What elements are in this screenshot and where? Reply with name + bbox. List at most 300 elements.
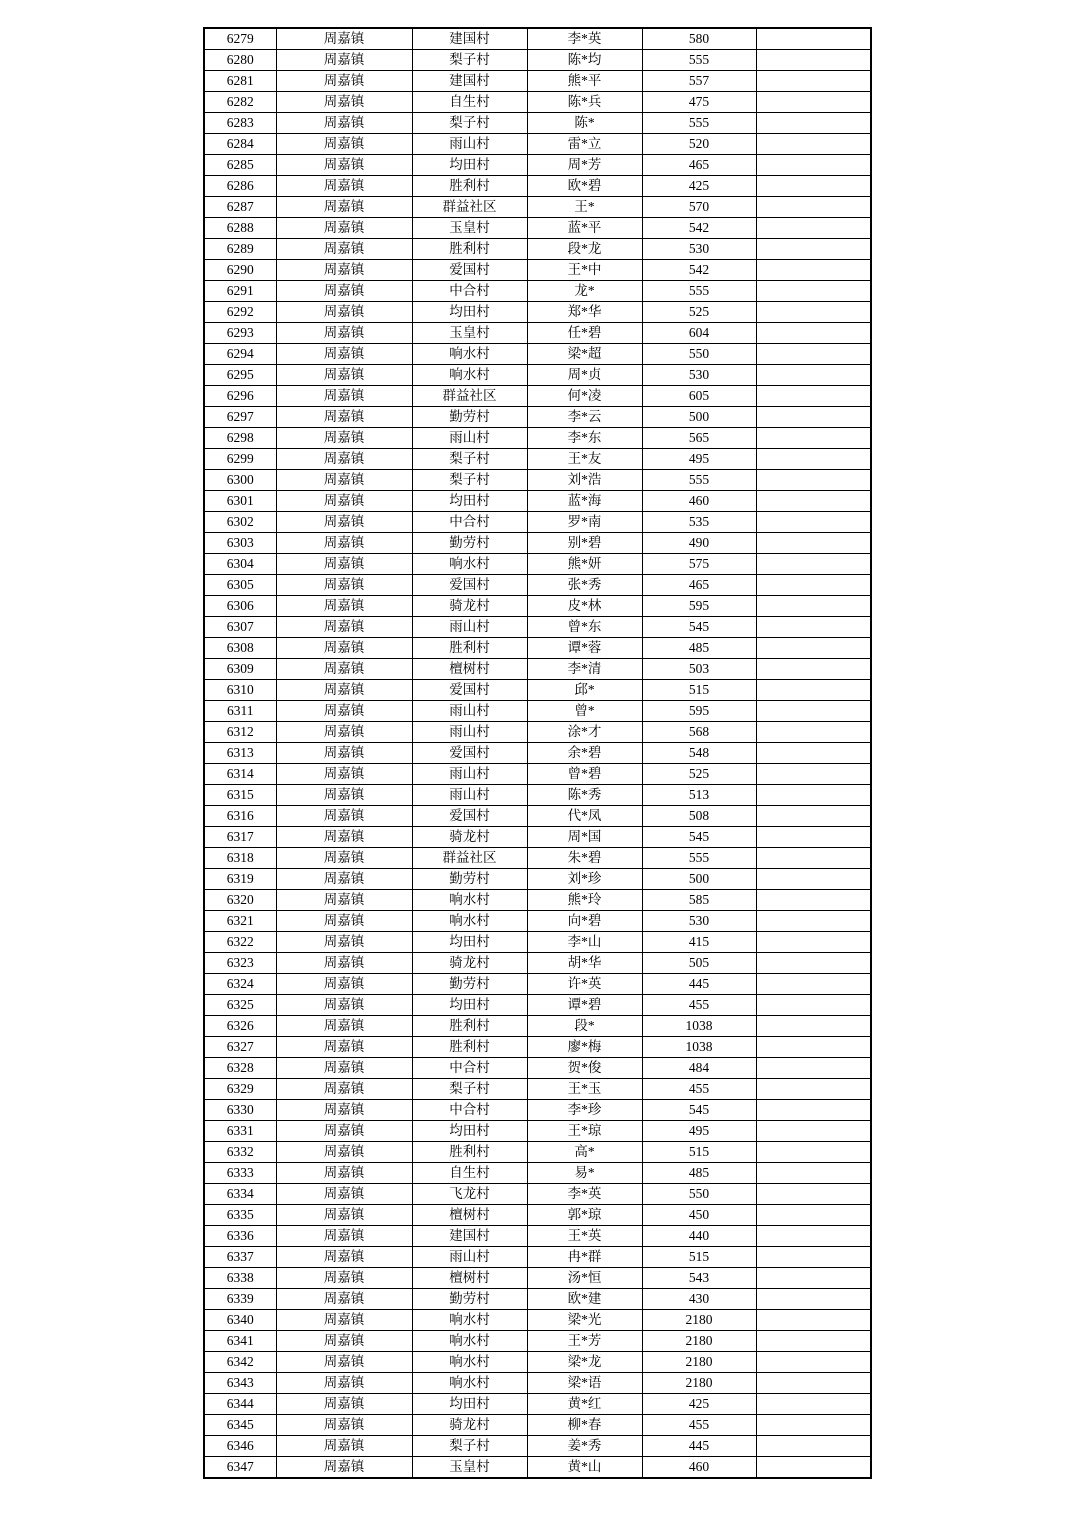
- table-row: [204, 197, 871, 218]
- amount-cell: 1038: [642, 1016, 756, 1037]
- town-cell: 周嘉镇: [276, 260, 412, 281]
- table-row: [204, 176, 871, 197]
- town-cell: 周嘉镇: [276, 28, 412, 50]
- amount-cell: 455: [642, 995, 756, 1016]
- town-cell: 周嘉镇: [276, 1100, 412, 1121]
- amount-cell: 585: [642, 890, 756, 911]
- note-cell: [756, 575, 871, 596]
- town-cell: 周嘉镇: [276, 1436, 412, 1457]
- row-number-cell: 6336: [204, 1226, 276, 1247]
- table-row: [204, 1142, 871, 1163]
- village-cell: 均田村: [412, 1121, 527, 1142]
- town-cell: 周嘉镇: [276, 386, 412, 407]
- village-cell: 骑龙村: [412, 596, 527, 617]
- town-cell: 周嘉镇: [276, 1331, 412, 1352]
- row-number-cell: 6319: [204, 869, 276, 890]
- table-row: [204, 113, 871, 134]
- amount-cell: 530: [642, 239, 756, 260]
- row-number-cell: 6342: [204, 1352, 276, 1373]
- table-row: [204, 848, 871, 869]
- row-number-cell: 6312: [204, 722, 276, 743]
- row-number-cell: 6300: [204, 470, 276, 491]
- amount-cell: 513: [642, 785, 756, 806]
- town-cell: 周嘉镇: [276, 491, 412, 512]
- village-cell: 梨子村: [412, 1079, 527, 1100]
- name-cell: 代*凤: [527, 806, 642, 827]
- table-row: [204, 1373, 871, 1394]
- row-number-cell: 6294: [204, 344, 276, 365]
- row-number-cell: 6284: [204, 134, 276, 155]
- table-row: [204, 1415, 871, 1436]
- name-cell: 李*东: [527, 428, 642, 449]
- name-cell: 李*山: [527, 932, 642, 953]
- village-cell: 建国村: [412, 28, 527, 50]
- row-number-cell: 6280: [204, 50, 276, 71]
- village-cell: 雨山村: [412, 1247, 527, 1268]
- table-row: [204, 470, 871, 491]
- village-cell: 响水村: [412, 1331, 527, 1352]
- village-cell: 响水村: [412, 1373, 527, 1394]
- village-cell: 群益社区: [412, 197, 527, 218]
- town-cell: 周嘉镇: [276, 1268, 412, 1289]
- table-row: [204, 1310, 871, 1331]
- name-cell: 熊*妍: [527, 554, 642, 575]
- village-cell: 中合村: [412, 281, 527, 302]
- town-cell: 周嘉镇: [276, 596, 412, 617]
- town-cell: 周嘉镇: [276, 743, 412, 764]
- village-cell: 响水村: [412, 890, 527, 911]
- row-number-cell: 6313: [204, 743, 276, 764]
- amount-cell: 545: [642, 617, 756, 638]
- name-cell: 许*英: [527, 974, 642, 995]
- note-cell: [756, 281, 871, 302]
- row-number-cell: 6318: [204, 848, 276, 869]
- row-number-cell: 6297: [204, 407, 276, 428]
- village-cell: 均田村: [412, 995, 527, 1016]
- table-row: [204, 1100, 871, 1121]
- row-number-cell: 6306: [204, 596, 276, 617]
- village-cell: 檀树村: [412, 1268, 527, 1289]
- village-cell: 爱国村: [412, 806, 527, 827]
- table-row: [204, 302, 871, 323]
- amount-cell: 605: [642, 386, 756, 407]
- name-cell: 曾*: [527, 701, 642, 722]
- town-cell: 周嘉镇: [276, 1016, 412, 1037]
- amount-cell: 555: [642, 848, 756, 869]
- town-cell: 周嘉镇: [276, 806, 412, 827]
- note-cell: [756, 1226, 871, 1247]
- amount-cell: 580: [642, 28, 756, 50]
- note-cell: [756, 890, 871, 911]
- town-cell: 周嘉镇: [276, 1058, 412, 1079]
- amount-cell: 455: [642, 1415, 756, 1436]
- table-row: [204, 1037, 871, 1058]
- amount-cell: 542: [642, 260, 756, 281]
- village-cell: 玉皇村: [412, 218, 527, 239]
- name-cell: 何*凌: [527, 386, 642, 407]
- amount-cell: 555: [642, 470, 756, 491]
- village-cell: 群益社区: [412, 848, 527, 869]
- table-row: [204, 449, 871, 470]
- village-cell: 自生村: [412, 1163, 527, 1184]
- row-number-cell: 6316: [204, 806, 276, 827]
- name-cell: 李*云: [527, 407, 642, 428]
- village-cell: 梨子村: [412, 449, 527, 470]
- village-cell: 勤劳村: [412, 1289, 527, 1310]
- row-number-cell: 6309: [204, 659, 276, 680]
- name-cell: 谭*碧: [527, 995, 642, 1016]
- table-row: [204, 806, 871, 827]
- name-cell: 熊*平: [527, 71, 642, 92]
- name-cell: 高*: [527, 1142, 642, 1163]
- town-cell: 周嘉镇: [276, 1163, 412, 1184]
- table-row: [204, 764, 871, 785]
- note-cell: [756, 1436, 871, 1457]
- note-cell: [756, 1058, 871, 1079]
- row-number-cell: 6292: [204, 302, 276, 323]
- note-cell: [756, 848, 871, 869]
- table-row: [204, 911, 871, 932]
- row-number-cell: 6341: [204, 1331, 276, 1352]
- row-number-cell: 6340: [204, 1310, 276, 1331]
- village-cell: 响水村: [412, 554, 527, 575]
- table-row: [204, 239, 871, 260]
- village-cell: 均田村: [412, 491, 527, 512]
- amount-cell: 570: [642, 197, 756, 218]
- note-cell: [756, 743, 871, 764]
- row-number-cell: 6310: [204, 680, 276, 701]
- row-number-cell: 6314: [204, 764, 276, 785]
- amount-cell: 548: [642, 743, 756, 764]
- row-number-cell: 6345: [204, 1415, 276, 1436]
- note-cell: [756, 1268, 871, 1289]
- amount-cell: 525: [642, 764, 756, 785]
- town-cell: 周嘉镇: [276, 659, 412, 680]
- table-row: [204, 533, 871, 554]
- name-cell: 陈*均: [527, 50, 642, 71]
- amount-cell: 475: [642, 92, 756, 113]
- village-cell: 响水村: [412, 344, 527, 365]
- name-cell: 蓝*平: [527, 218, 642, 239]
- town-cell: 周嘉镇: [276, 1247, 412, 1268]
- town-cell: 周嘉镇: [276, 827, 412, 848]
- table-row: [204, 512, 871, 533]
- village-cell: 雨山村: [412, 722, 527, 743]
- note-cell: [756, 995, 871, 1016]
- row-number-cell: 6330: [204, 1100, 276, 1121]
- table-row: [204, 491, 871, 512]
- amount-cell: 460: [642, 1457, 756, 1479]
- village-cell: 雨山村: [412, 428, 527, 449]
- name-cell: 黄*山: [527, 1457, 642, 1479]
- amount-cell: 530: [642, 365, 756, 386]
- note-cell: [756, 1142, 871, 1163]
- village-cell: 胜利村: [412, 638, 527, 659]
- table-row: [204, 155, 871, 176]
- town-cell: 周嘉镇: [276, 680, 412, 701]
- town-cell: 周嘉镇: [276, 995, 412, 1016]
- note-cell: [756, 806, 871, 827]
- note-cell: [756, 554, 871, 575]
- note-cell: [756, 869, 871, 890]
- row-number-cell: 6327: [204, 1037, 276, 1058]
- amount-cell: 515: [642, 680, 756, 701]
- town-cell: 周嘉镇: [276, 617, 412, 638]
- table-row: [204, 722, 871, 743]
- table-row: [204, 218, 871, 239]
- note-cell: [756, 302, 871, 323]
- row-number-cell: 6285: [204, 155, 276, 176]
- village-cell: 雨山村: [412, 701, 527, 722]
- name-cell: 陈*: [527, 113, 642, 134]
- table-row: [204, 680, 871, 701]
- town-cell: 周嘉镇: [276, 92, 412, 113]
- amount-cell: 525: [642, 302, 756, 323]
- table-row: [204, 1184, 871, 1205]
- town-cell: 周嘉镇: [276, 554, 412, 575]
- name-cell: 任*碧: [527, 323, 642, 344]
- amount-cell: 460: [642, 491, 756, 512]
- name-cell: 朱*碧: [527, 848, 642, 869]
- name-cell: 涂*才: [527, 722, 642, 743]
- amount-cell: 505: [642, 953, 756, 974]
- town-cell: 周嘉镇: [276, 1037, 412, 1058]
- amount-cell: 555: [642, 50, 756, 71]
- name-cell: 刘*珍: [527, 869, 642, 890]
- row-number-cell: 6299: [204, 449, 276, 470]
- amount-cell: 550: [642, 344, 756, 365]
- table-row: [204, 134, 871, 155]
- note-cell: [756, 344, 871, 365]
- name-cell: 郭*琼: [527, 1205, 642, 1226]
- village-cell: 自生村: [412, 92, 527, 113]
- amount-cell: 545: [642, 827, 756, 848]
- town-cell: 周嘉镇: [276, 575, 412, 596]
- name-cell: 周*国: [527, 827, 642, 848]
- row-number-cell: 6322: [204, 932, 276, 953]
- name-cell: 胡*华: [527, 953, 642, 974]
- amount-cell: 500: [642, 869, 756, 890]
- row-number-cell: 6323: [204, 953, 276, 974]
- table-row: [204, 1394, 871, 1415]
- name-cell: 蓝*海: [527, 491, 642, 512]
- row-number-cell: 6298: [204, 428, 276, 449]
- village-cell: 均田村: [412, 155, 527, 176]
- table-row: [204, 260, 871, 281]
- amount-cell: 555: [642, 281, 756, 302]
- amount-cell: 565: [642, 428, 756, 449]
- amount-cell: 445: [642, 974, 756, 995]
- note-cell: [756, 176, 871, 197]
- row-number-cell: 6346: [204, 1436, 276, 1457]
- table-row: [204, 428, 871, 449]
- name-cell: 周*贞: [527, 365, 642, 386]
- note-cell: [756, 974, 871, 995]
- village-cell: 胜利村: [412, 239, 527, 260]
- village-cell: 爱国村: [412, 260, 527, 281]
- village-cell: 胜利村: [412, 1037, 527, 1058]
- town-cell: 周嘉镇: [276, 1457, 412, 1479]
- table-row: [204, 1016, 871, 1037]
- note-cell: [756, 449, 871, 470]
- note-cell: [756, 386, 871, 407]
- village-cell: 爱国村: [412, 575, 527, 596]
- amount-cell: 542: [642, 218, 756, 239]
- name-cell: 王*中: [527, 260, 642, 281]
- row-number-cell: 6287: [204, 197, 276, 218]
- table-row: [204, 50, 871, 71]
- row-number-cell: 6331: [204, 1121, 276, 1142]
- name-cell: 向*碧: [527, 911, 642, 932]
- table-row: [204, 701, 871, 722]
- amount-cell: 557: [642, 71, 756, 92]
- name-cell: 陈*秀: [527, 785, 642, 806]
- town-cell: 周嘉镇: [276, 1373, 412, 1394]
- town-cell: 周嘉镇: [276, 1352, 412, 1373]
- name-cell: 柳*春: [527, 1415, 642, 1436]
- table-row: [204, 1163, 871, 1184]
- row-number-cell: 6301: [204, 491, 276, 512]
- village-cell: 梨子村: [412, 113, 527, 134]
- name-cell: 曾*碧: [527, 764, 642, 785]
- town-cell: 周嘉镇: [276, 281, 412, 302]
- row-number-cell: 6295: [204, 365, 276, 386]
- note-cell: [756, 1100, 871, 1121]
- note-cell: [756, 1331, 871, 1352]
- row-number-cell: 6304: [204, 554, 276, 575]
- amount-cell: 485: [642, 1163, 756, 1184]
- town-cell: 周嘉镇: [276, 533, 412, 554]
- village-cell: 均田村: [412, 932, 527, 953]
- name-cell: 梁*龙: [527, 1352, 642, 1373]
- note-cell: [756, 134, 871, 155]
- table-row: [204, 1436, 871, 1457]
- table-row: [204, 1289, 871, 1310]
- note-cell: [756, 1373, 871, 1394]
- row-number-cell: 6335: [204, 1205, 276, 1226]
- row-number-cell: 6333: [204, 1163, 276, 1184]
- row-number-cell: 6328: [204, 1058, 276, 1079]
- amount-cell: 2180: [642, 1310, 756, 1331]
- row-number-cell: 6326: [204, 1016, 276, 1037]
- amount-cell: 530: [642, 911, 756, 932]
- name-cell: 罗*南: [527, 512, 642, 533]
- amount-cell: 575: [642, 554, 756, 575]
- table-row: [204, 827, 871, 848]
- amount-cell: 485: [642, 638, 756, 659]
- name-cell: 梁*光: [527, 1310, 642, 1331]
- village-cell: 梨子村: [412, 50, 527, 71]
- note-cell: [756, 1184, 871, 1205]
- note-cell: [756, 260, 871, 281]
- row-number-cell: 6344: [204, 1394, 276, 1415]
- town-cell: 周嘉镇: [276, 1079, 412, 1100]
- village-cell: 均田村: [412, 1394, 527, 1415]
- village-cell: 雨山村: [412, 617, 527, 638]
- note-cell: [756, 932, 871, 953]
- village-cell: 玉皇村: [412, 323, 527, 344]
- amount-cell: 425: [642, 176, 756, 197]
- town-cell: 周嘉镇: [276, 1226, 412, 1247]
- name-cell: 王*英: [527, 1226, 642, 1247]
- town-cell: 周嘉镇: [276, 1310, 412, 1331]
- name-cell: 王*: [527, 197, 642, 218]
- row-number-cell: 6320: [204, 890, 276, 911]
- village-cell: 胜利村: [412, 1142, 527, 1163]
- table-row: [204, 344, 871, 365]
- table-row: [204, 554, 871, 575]
- amount-cell: 450: [642, 1205, 756, 1226]
- table-row: [204, 596, 871, 617]
- village-cell: 骑龙村: [412, 827, 527, 848]
- row-number-cell: 6339: [204, 1289, 276, 1310]
- row-number-cell: 6315: [204, 785, 276, 806]
- name-cell: 欧*建: [527, 1289, 642, 1310]
- amount-cell: 495: [642, 1121, 756, 1142]
- table-row: [204, 785, 871, 806]
- amount-cell: 430: [642, 1289, 756, 1310]
- amount-cell: 550: [642, 1184, 756, 1205]
- table-row: [204, 28, 871, 50]
- name-cell: 易*: [527, 1163, 642, 1184]
- amount-cell: 555: [642, 113, 756, 134]
- note-cell: [756, 1415, 871, 1436]
- town-cell: 周嘉镇: [276, 701, 412, 722]
- note-cell: [756, 1457, 871, 1479]
- table-row: [204, 932, 871, 953]
- amount-cell: 543: [642, 1268, 756, 1289]
- name-cell: 周*芳: [527, 155, 642, 176]
- note-cell: [756, 512, 871, 533]
- name-cell: 王*芳: [527, 1331, 642, 1352]
- note-cell: [756, 50, 871, 71]
- name-cell: 张*秀: [527, 575, 642, 596]
- name-cell: 谭*蓉: [527, 638, 642, 659]
- town-cell: 周嘉镇: [276, 1289, 412, 1310]
- amount-cell: 595: [642, 596, 756, 617]
- row-number-cell: 6290: [204, 260, 276, 281]
- table-row: [204, 638, 871, 659]
- name-cell: 皮*林: [527, 596, 642, 617]
- town-cell: 周嘉镇: [276, 1415, 412, 1436]
- town-cell: 周嘉镇: [276, 365, 412, 386]
- note-cell: [756, 785, 871, 806]
- amount-cell: 495: [642, 449, 756, 470]
- town-cell: 周嘉镇: [276, 1121, 412, 1142]
- note-cell: [756, 1394, 871, 1415]
- town-cell: 周嘉镇: [276, 785, 412, 806]
- table-row: [204, 407, 871, 428]
- village-cell: 雨山村: [412, 785, 527, 806]
- town-cell: 周嘉镇: [276, 638, 412, 659]
- table-row: [204, 575, 871, 596]
- town-cell: 周嘉镇: [276, 1205, 412, 1226]
- note-cell: [756, 218, 871, 239]
- note-cell: [756, 1079, 871, 1100]
- town-cell: 周嘉镇: [276, 764, 412, 785]
- town-cell: 周嘉镇: [276, 323, 412, 344]
- amount-cell: 515: [642, 1142, 756, 1163]
- amount-cell: 2180: [642, 1331, 756, 1352]
- note-cell: [756, 827, 871, 848]
- table-row: [204, 743, 871, 764]
- town-cell: 周嘉镇: [276, 1394, 412, 1415]
- name-cell: 李*清: [527, 659, 642, 680]
- data-table: [203, 27, 872, 1479]
- row-number-cell: 6311: [204, 701, 276, 722]
- town-cell: 周嘉镇: [276, 512, 412, 533]
- name-cell: 贺*俊: [527, 1058, 642, 1079]
